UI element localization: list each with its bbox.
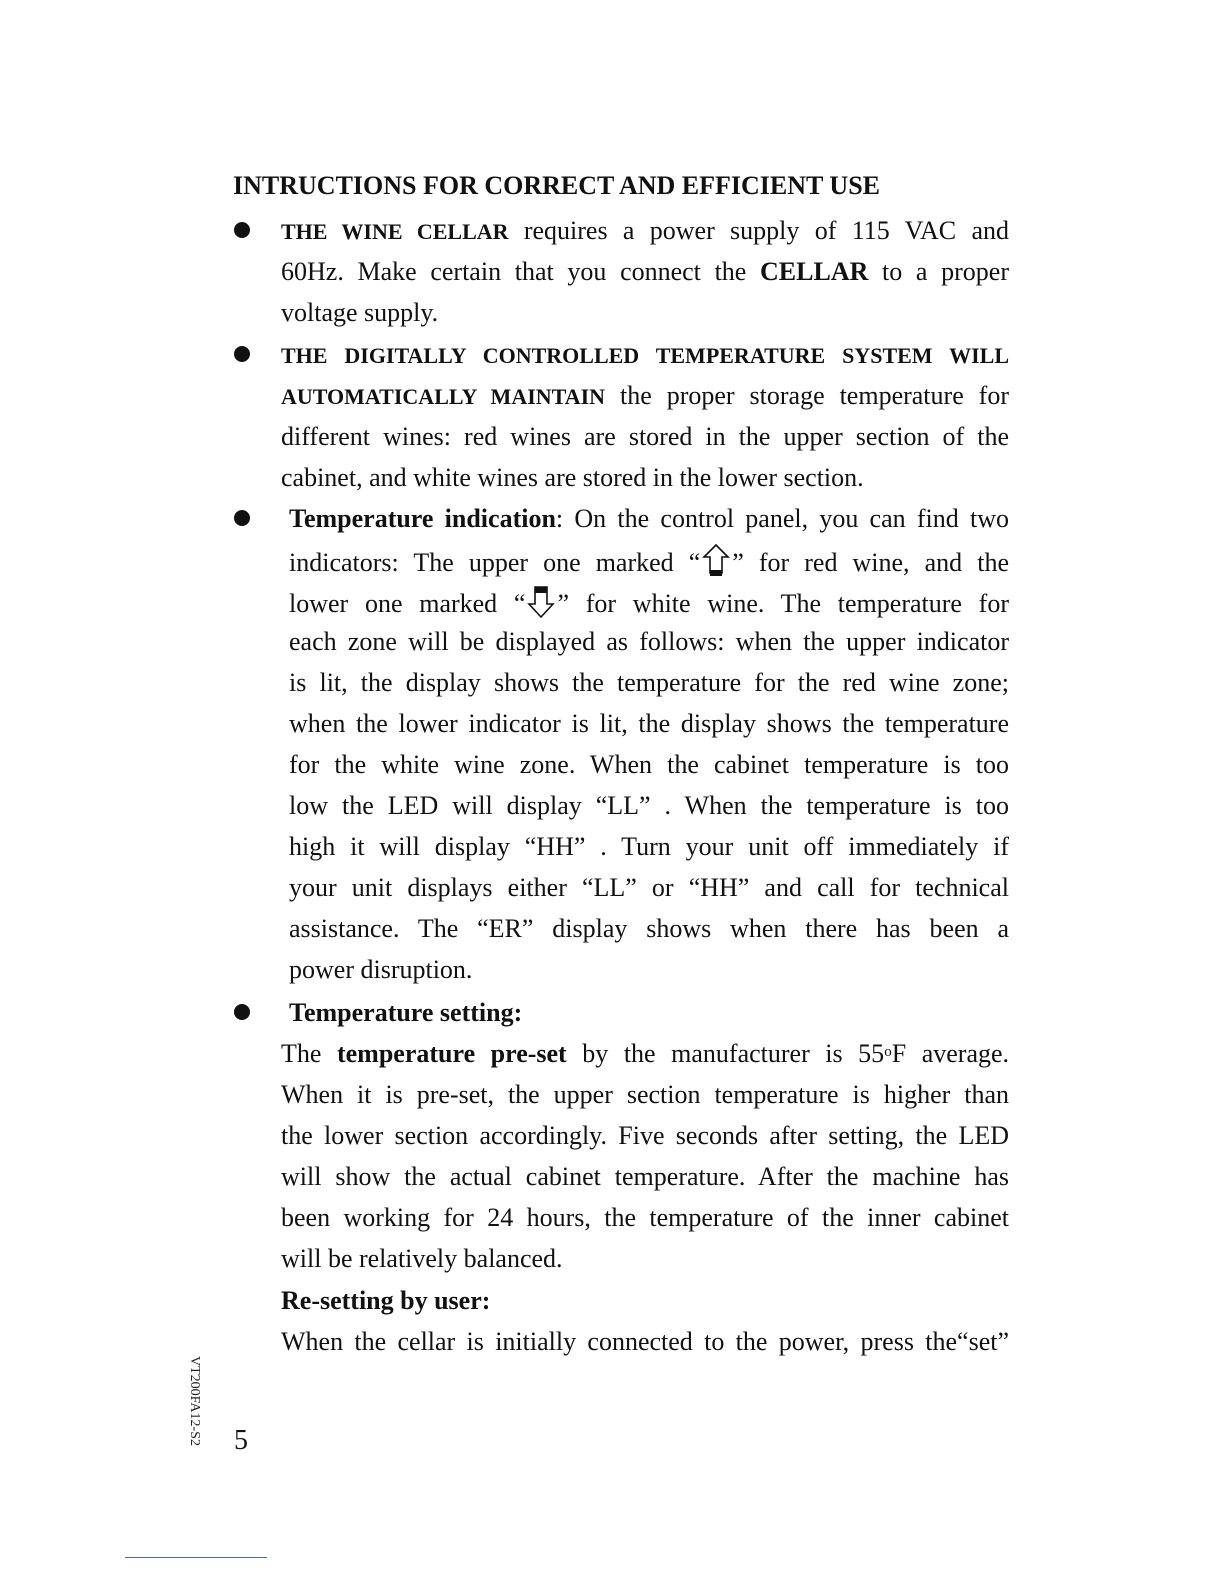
item4-line7: When the cellar is initially connected to the power, press the“set”	[281, 1327, 1009, 1356]
item2-line1	[281, 339, 1009, 372]
page-title: INTRUCTIONS FOR CORRECT AND EFFICIENT USE	[233, 171, 880, 200]
degree-sup: o	[884, 1044, 892, 1060]
item1-line1	[281, 215, 1009, 248]
item4-line5: been working for 24 hours, the temperature of the inner cabinet	[281, 1203, 1009, 1232]
item4-line1-a: The	[281, 1039, 337, 1068]
item4-line3: the lower section accordingly. Five seconds after setting, the LED	[281, 1121, 1009, 1150]
item3-line3-b: ” for white wine. The temperature for	[557, 588, 1009, 618]
item3-line5: is lit, the display shows the temperature for the red wine zone;	[289, 668, 1009, 697]
lower-zone-down-arrow-icon	[527, 585, 555, 627]
item3-lead: Temperature indication	[289, 504, 556, 533]
item3-line10: your unit displays either “LL” or “HH” and call for technical	[289, 873, 1009, 902]
item1-line2-b: to a proper	[868, 257, 1009, 286]
page-number: 5	[234, 1425, 248, 1456]
item4-heading: Temperature setting:	[289, 998, 523, 1027]
item4-line1	[281, 1038, 1009, 1070]
document-code: VT200FA12-S2	[187, 1356, 202, 1446]
item1-line1-text: requires a power supply of 115 VAC and	[508, 216, 1009, 245]
item2-line4: cabinet, and white wines are stored in the lower section.	[281, 463, 864, 492]
item1-lead: THE WINE CELLAR	[281, 219, 509, 244]
item3-line7: for the white wine zone. When the cabinet temperature is too	[289, 750, 1009, 779]
item3-line2-b: ” for red wine, and the	[732, 547, 1009, 577]
item3-line3-a: lower one marked “	[289, 588, 526, 618]
item4-line4: will show the actual cabinet temperature. After the machine has	[281, 1162, 1009, 1191]
item1-line2-a: 60Hz. Make certain that you connect the	[281, 257, 761, 286]
item2-line2	[281, 380, 1009, 413]
item1-cellar: CELLAR	[760, 257, 869, 286]
bullet-2	[234, 346, 250, 362]
item3-line8: low the LED will display “LL” . When the temperature is too	[289, 791, 1009, 820]
upper-zone-up-arrow-icon	[702, 544, 730, 586]
item3-line3	[289, 585, 1009, 627]
item4-line1-c: F average.	[891, 1039, 1010, 1068]
item3-line9: high it will display “HH” . Turn your unit off immediately if	[289, 832, 1009, 861]
bullet-4	[234, 1004, 250, 1020]
item3-line2	[289, 544, 1009, 586]
item4-line2: When it is pre-set, the upper section temperature is higher than	[281, 1080, 1009, 1109]
item4-line6: will be relatively balanced.	[281, 1244, 563, 1273]
item3-line2-a: indicators: The upper one marked “	[289, 547, 701, 577]
bullet-3	[234, 510, 250, 526]
item4-preset: temperature pre-set	[336, 1039, 567, 1068]
item3-line4: each zone will be displayed as follows: when the upper indicator	[289, 627, 1009, 656]
item3-line12: power disruption.	[289, 955, 473, 984]
item3-line1-text: : On the control panel, you can find two	[555, 504, 1009, 533]
item3-line11: assistance. The “ER” display shows when there has been a	[289, 914, 1009, 943]
bullet-1	[234, 222, 250, 238]
item1-line3: voltage supply.	[281, 298, 439, 327]
item4-subheading: Re-setting by user:	[281, 1286, 491, 1315]
item2-lead2: AUTOMATICALLY MAINTAIN	[281, 384, 606, 409]
item2-lead1: THE DIGITALLY CONTROLLED TEMPERATURE SYSTEM WILL	[281, 343, 1009, 368]
footer-rule	[125, 1557, 267, 1558]
item3-line6: when the lower indicator is lit, the display shows the temperature	[289, 709, 1009, 738]
item4-line1-b: by the manufacturer is 55	[566, 1039, 885, 1068]
item1-line2	[281, 256, 1009, 288]
item2-line2-text: the proper storage temperature for	[605, 381, 1010, 410]
item3-line1	[289, 503, 1009, 535]
item2-line3: different wines: red wines are stored in the upper section of the	[281, 422, 1009, 451]
